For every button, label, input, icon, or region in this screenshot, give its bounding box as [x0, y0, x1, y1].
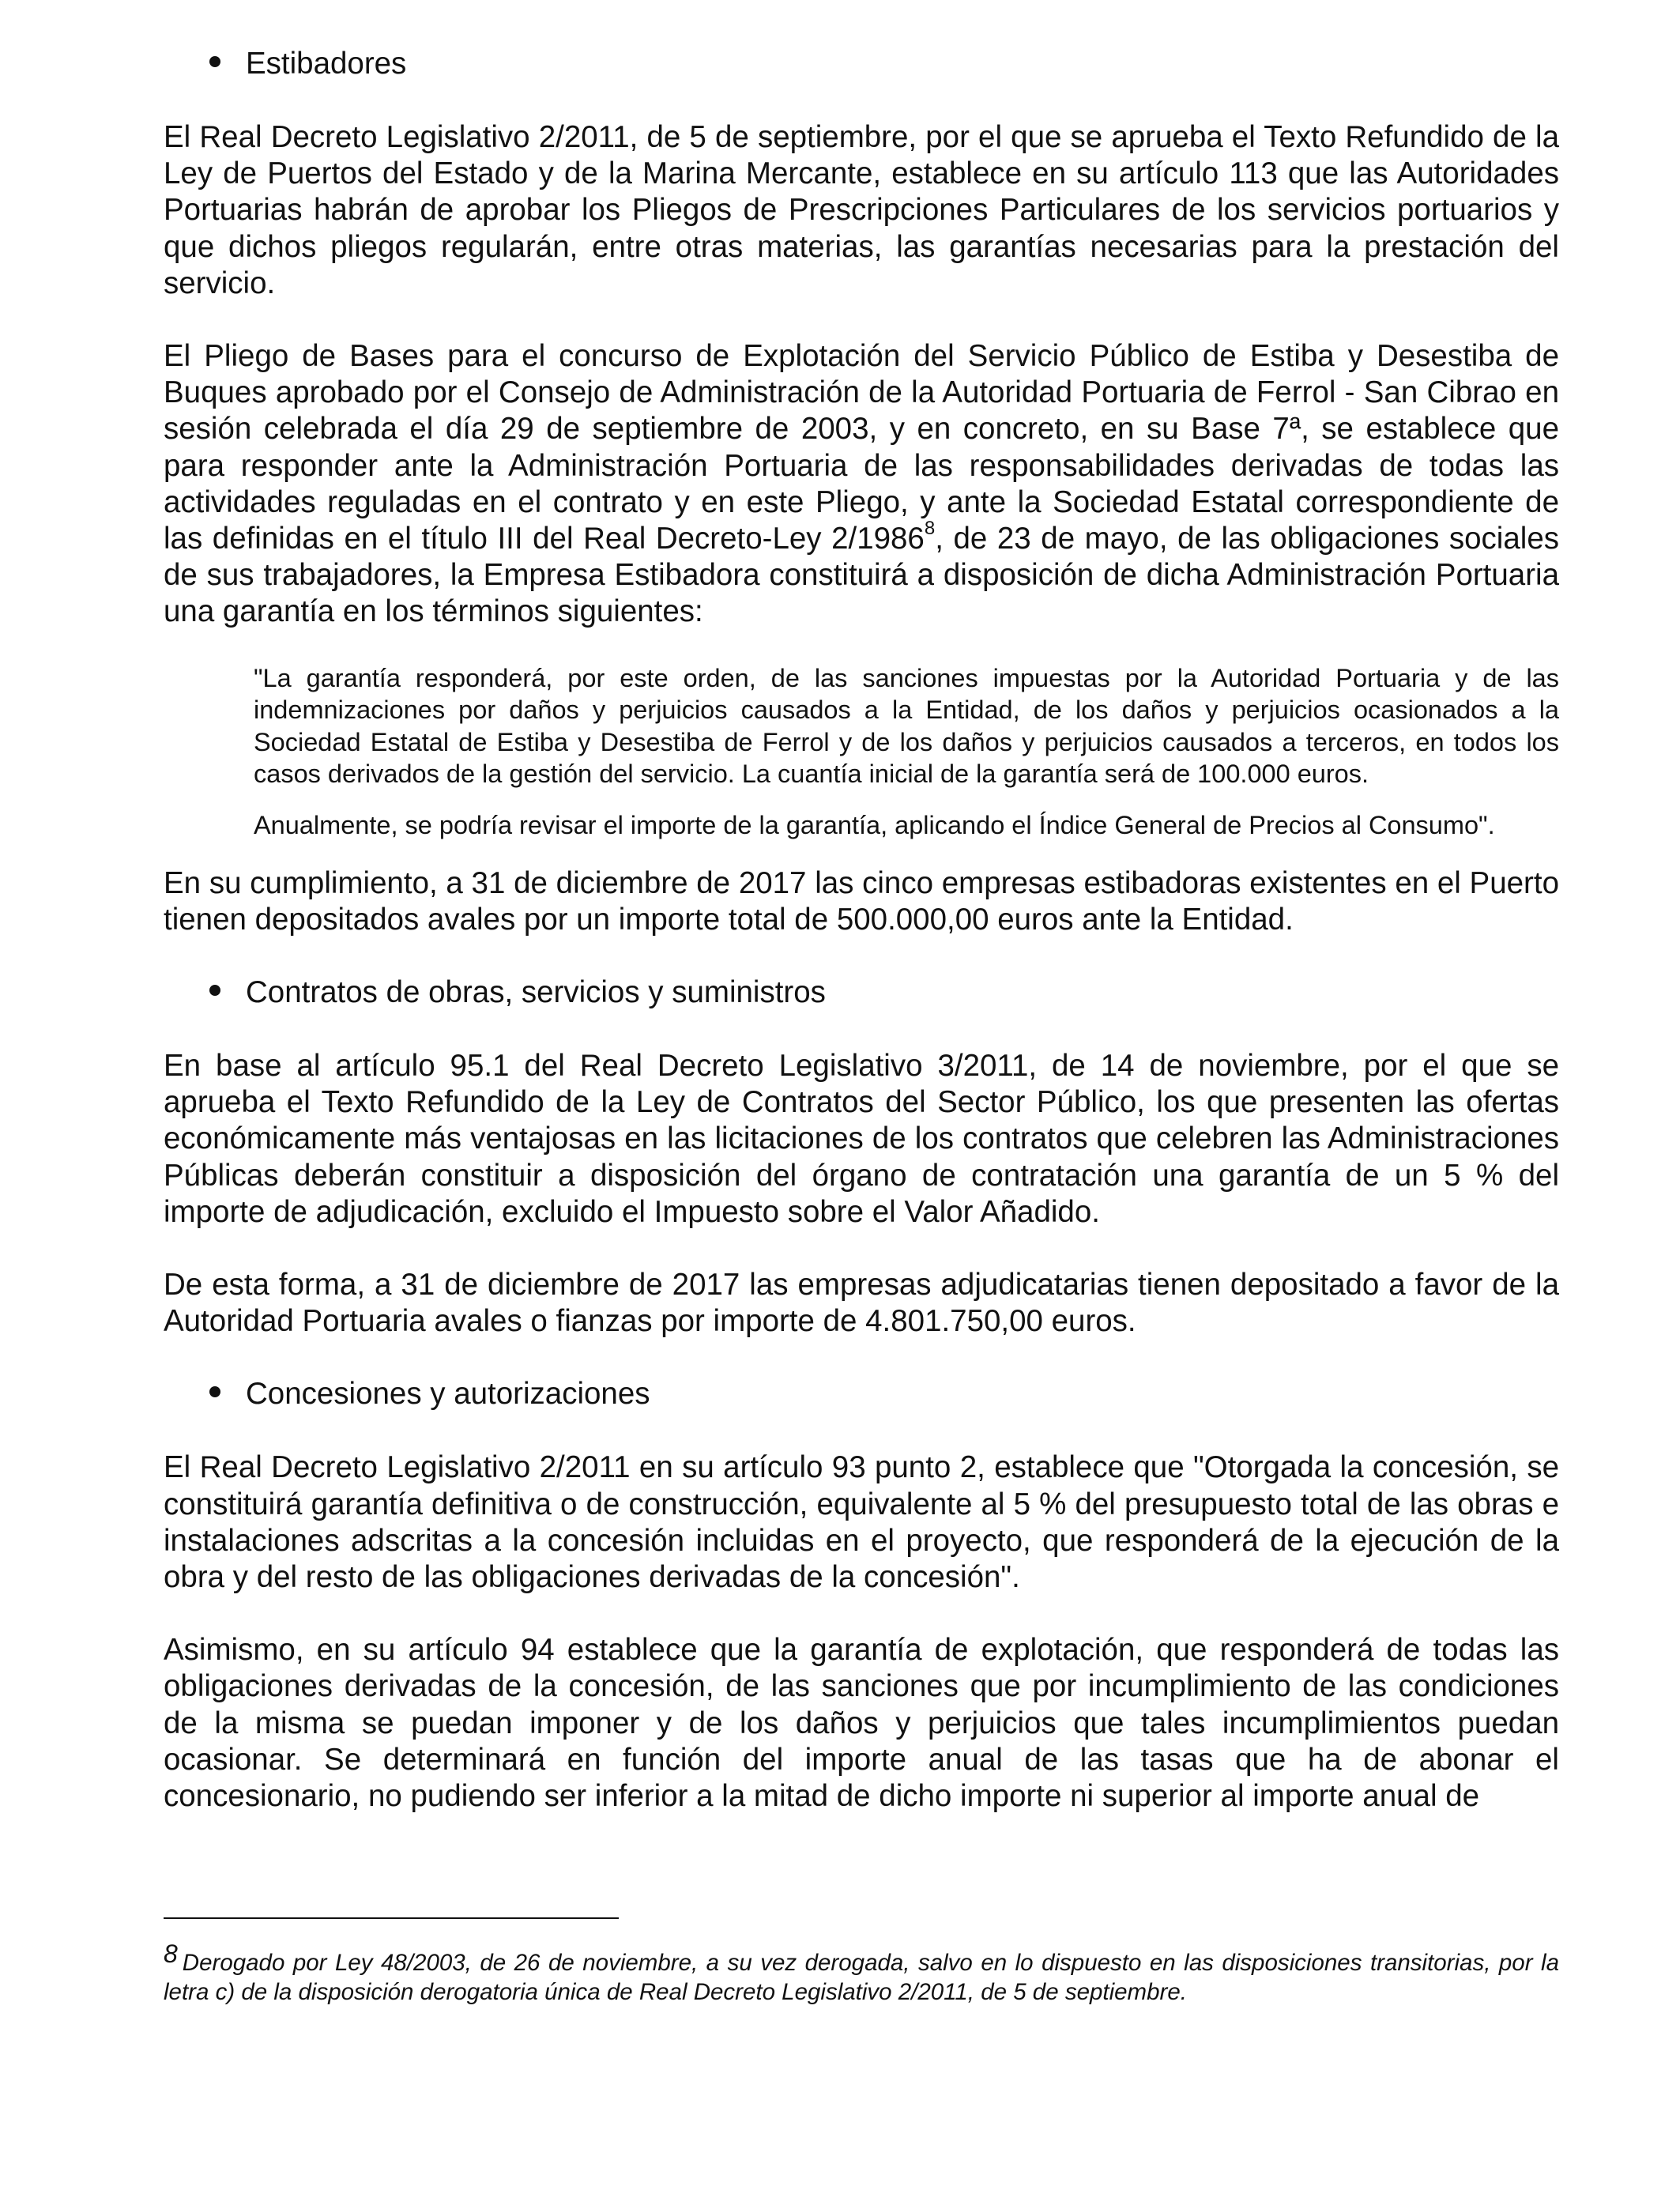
- quote-paragraph-anualmente: Anualmente, se podría revisar el importe de la garantía, aplicando el Índice General de Precios al Consumo".: [254, 811, 1495, 840]
- bullet-dot-icon: [209, 56, 220, 67]
- block-quote: [254, 662, 1559, 842]
- paragraph-ley-puertos: El Real Decreto Legislativo 2/2011, de 5 de septiembre, por el que se aprueba el Texto Refundido de la Ley de Puertos del Estado y de la Marina Mercante, establece en su artículo 113 que las Autoridades Portuarias habrán de aprobar los Pliegos de Prescripciones Particulares de los servicios portuarios y que dichos pliegos regularán, entre otras materias, las garantías necesarias para la prestación del servicio.: [164, 120, 1559, 300]
- bullet-dot-icon: [209, 985, 220, 996]
- bullet-concesiones-label: Concesiones y autorizaciones: [246, 1377, 650, 1412]
- paragraph-cumplimiento: En su cumplimiento, a 31 de diciembre de 2017 las cinco empresas estibadoras existentes en el Puerto tienen depositados avales por un importe total de 500.000,00 euros ante la Entidad.: [164, 865, 1559, 937]
- bullet-contratos: [164, 974, 1559, 1011]
- bullet-contratos-label: Contratos de obras, servicios y suministros: [246, 975, 826, 1010]
- paragraph-garantia-explotacion: Asimismo, en su artículo 94 establece que la garantía de explotación, que responderá de todas las obligaciones derivadas de la concesión, de las sanciones que por incumplimiento de las condiciones de la misma se puedan imponer y de los daños y perjuicios que tales incumplimientos puedan ocasionar. Se determinará en función del importe anual de las tasas que ha de abonar el concesionario, no pudiendo ser inferior a la mitad de dicho importe ni superior al importe anual de: [164, 1633, 1559, 1814]
- bullet-concesiones: [164, 1376, 1559, 1412]
- bullet-estibadores: [164, 46, 1559, 82]
- bullet-dot-icon: [209, 1386, 220, 1397]
- paragraph-pliego-bases-part2: , de 23 de mayo, de las obligaciones sociales de sus trabajadores, la Empresa Estibadora constituirá a disposición de dicha Administración Portuaria una garantía en los términos siguientes:: [164, 522, 1559, 629]
- paragraph-pliego-bases-part1: El Pliego de Bases para el concurso de Explotación del Servicio Público de Estiba y Desestiba de Buques aprobado por el Consejo de Administración de la Autoridad Portuaria de Ferrol - San Cibrao en sesión celebrada el día 29 de septiembre de 2003, y en concreto, en su Base 7ª, se establece que para responder ante la Administración Portuaria de las responsabilidades derivadas de todas las actividades reguladas en el contrato y en este Pliego, y ante la Sociedad Estatal correspondiente de las definidas en el título III del Real Decreto-Ley 2/1986: [164, 339, 1559, 556]
- document-page: [164, 46, 1559, 1815]
- bullet-estibadores-label: Estibadores: [246, 47, 407, 81]
- footnote-text: Derogado por Ley 48/2003, de 26 de noviembre, a su vez derogada, salvo en lo dispuesto en las disposiciones transitorias, por la letra c) de la disposición derogatoria única de Real Decreto Legislativo 2/2011, de 5 de septiembre.: [164, 1950, 1559, 2005]
- paragraph-garantia-definitiva: El Real Decreto Legislativo 2/2011 en su artículo 93 punto 2, establece que "Otorgada la concesión, se constituirá garantía definitiva o de construcción, equivalente al 5 % del presupuesto total de las obras e instalaciones adscritas a la concesión incluidas en el proyecto, que responderá de la ejecución de la obra y del resto de las obligaciones derivadas de la concesión".: [164, 1450, 1559, 1595]
- paragraph-pliego-bases: [164, 338, 1559, 631]
- footnote-reference[interactable]: 8: [924, 518, 936, 540]
- footnote-number: 8: [164, 1940, 178, 1968]
- quote-paragraph-garantia: "La garantía responderá, por este orden, de las sanciones impuestas por la Autoridad Portuaria y de las indemnizaciones por daños y perjuicios causados a la Entidad, de los daños y perjuicios ocasionados a la Sociedad Estatal de Estiba y Desestiba de Ferrol y de los daños y perjuicios causados a terceros, en todos los casos derivados de la gestión del servicio. La cuantía inicial de la garantía será de 100.000 euros.: [254, 663, 1559, 789]
- paragraph-contratos-sector-publico: En base al artículo 95.1 del Real Decreto Legislativo 3/2011, de 14 de noviembre, por el que se aprueba el Texto Refundido de la Ley de Contratos del Sector Público, los que presenten las ofertas económicamente más ventajosas en las licitaciones de los contratos que celebren las Administraciones Públicas deberán constituir a disposición del órgano de contratación una garantía de un 5 % del importe de adjudicación, excluido el Impuesto sobre el Valor Añadido.: [164, 1049, 1559, 1229]
- footnote-separator: [164, 1917, 619, 1919]
- paragraph-avales-fianzas: De esta forma, a 31 de diciembre de 2017 las empresas adjudicatarias tienen depositado a favor de la Autoridad Portuaria avales o fianzas por importe de 4.801.750,00 euros.: [164, 1268, 1559, 1339]
- footnote: [164, 1940, 1559, 2007]
